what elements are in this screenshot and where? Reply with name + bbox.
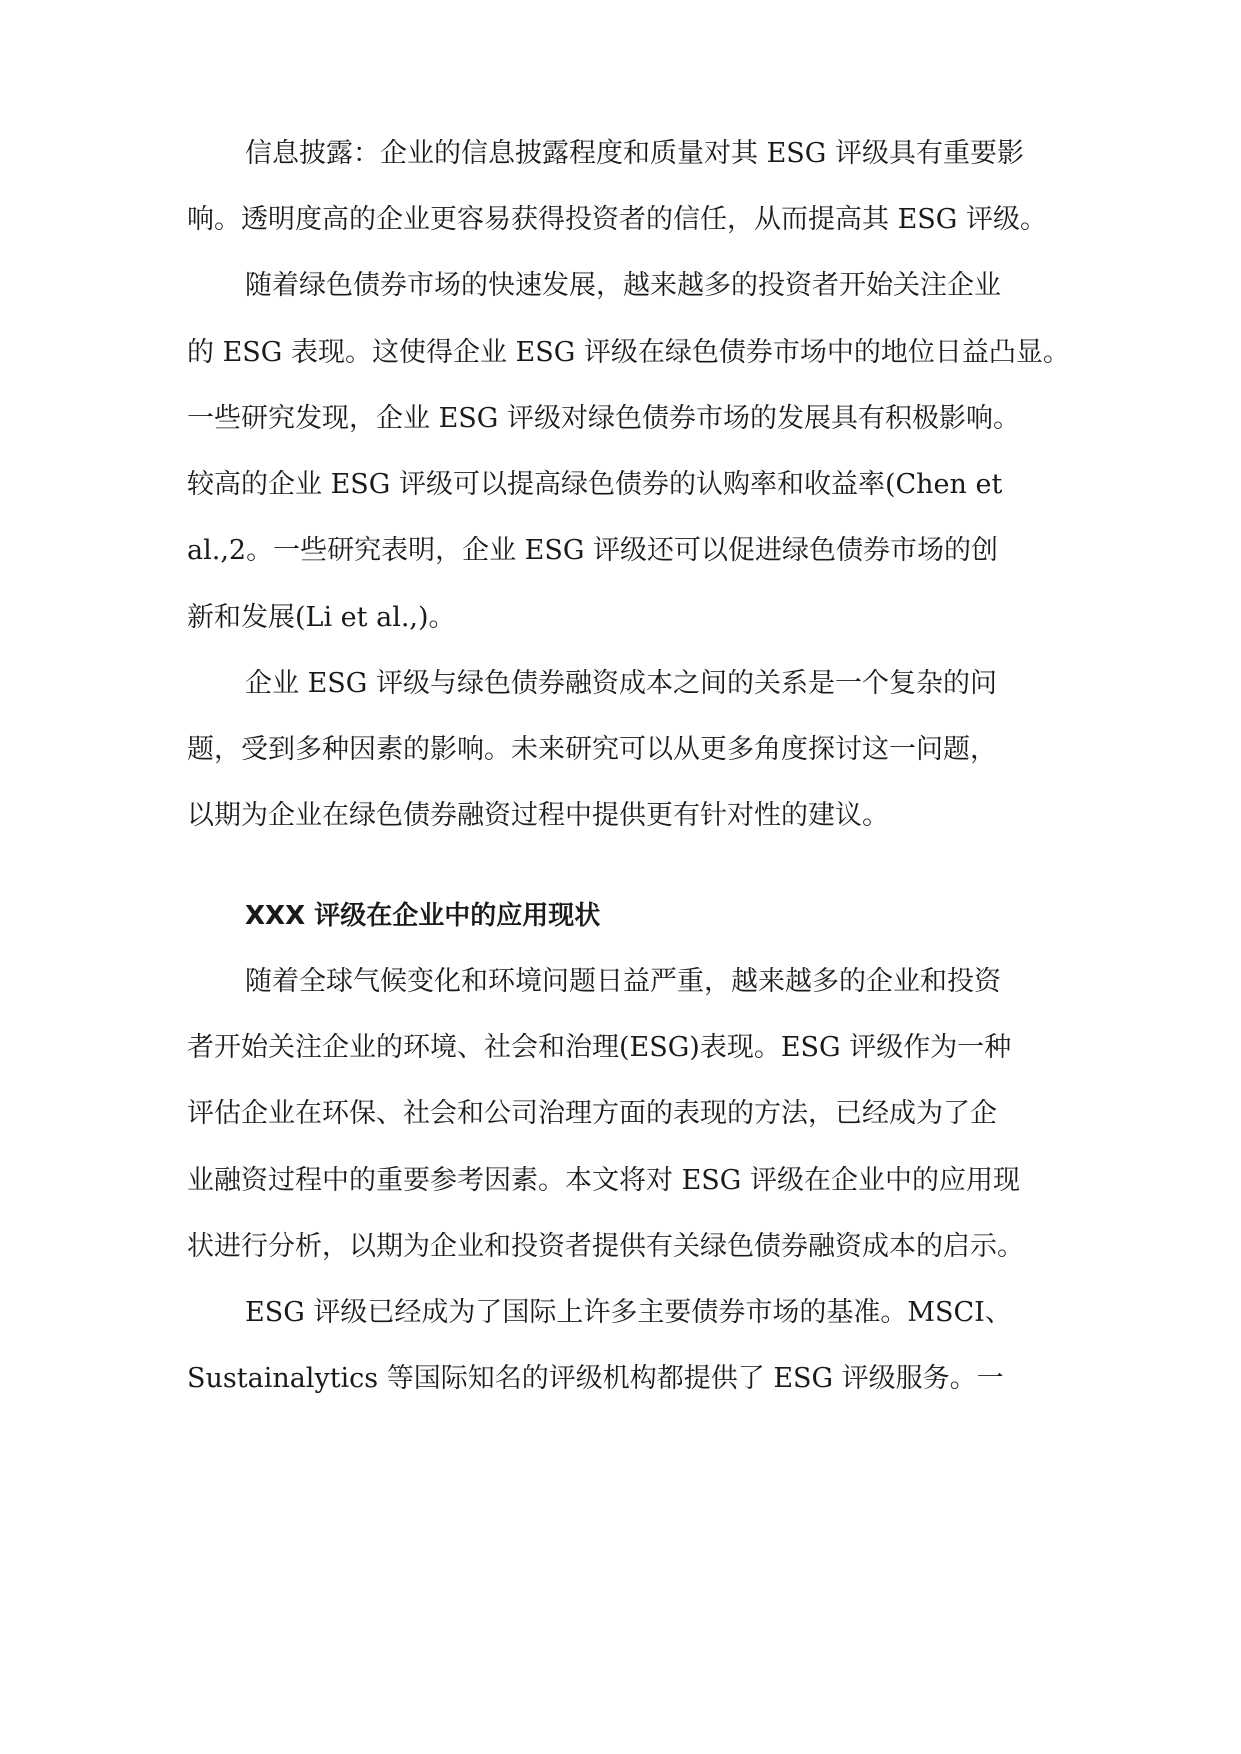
paragraph-line: 题，受到多种因素的影响。未来研究可以从更多角度探讨这一问题，	[187, 734, 997, 765]
paragraph-line: 较高的企业 ESG 评级可以提高绿色债券的认购率和收益率(Chen et	[187, 469, 1003, 500]
paragraph-line: al.,2。一些研究表明，企业 ESG 评级还可以促进绿色债券市场的创	[187, 535, 999, 566]
paragraph-line: 随着绿色债券市场的快速发展，越来越多的投资者开始关注企业	[245, 270, 1001, 301]
paragraph-line: 新和发展(Li et al.,)。	[187, 602, 456, 633]
paragraph-line: 的 ESG 表现。这使得企业 ESG 评级在绿色债券市场中的地位日益凸显。	[187, 337, 1070, 368]
paragraph-line: ESG 评级已经成为了国际上许多主要债券市场的基准。MSCI、	[245, 1297, 1012, 1328]
paragraph-line: 响。透明度高的企业更容易获得投资者的信任，从而提高其 ESG 评级。	[187, 204, 1047, 235]
paragraph-line: 评估企业在环保、社会和公司治理方面的表现的方法，已经成为了企	[187, 1098, 997, 1129]
paragraph-line: 信息披露：企业的信息披露程度和质量对其 ESG 评级具有重要影	[245, 138, 1024, 169]
paragraph-line: 随着全球气候变化和环境问题日益严重，越来越多的企业和投资	[245, 966, 1001, 997]
paragraph-line: 业融资过程中的重要参考因素。本文将对 ESG 评级在企业中的应用现	[187, 1165, 1020, 1196]
paragraph-line: 者开始关注企业的环境、社会和治理(ESG)表现。ESG 评级作为一种	[187, 1032, 1012, 1063]
paragraph-line: Sustainalytics 等国际知名的评级机构都提供了 ESG 评级服务。一	[187, 1363, 1004, 1394]
section-heading: XXX 评级在企业中的应用现状	[245, 901, 601, 931]
paragraph-line: 状进行分析，以期为企业和投资者提供有关绿色债券融资成本的启示。	[187, 1231, 1024, 1262]
paragraph-line: 以期为企业在绿色债券融资过程中提供更有针对性的建议。	[187, 800, 889, 831]
paragraph-line: 一些研究发现，企业 ESG 评级对绿色债券市场的发展具有积极影响。	[187, 403, 1020, 434]
paragraph-line: 企业 ESG 评级与绿色债券融资成本之间的关系是一个复杂的问	[245, 668, 997, 699]
